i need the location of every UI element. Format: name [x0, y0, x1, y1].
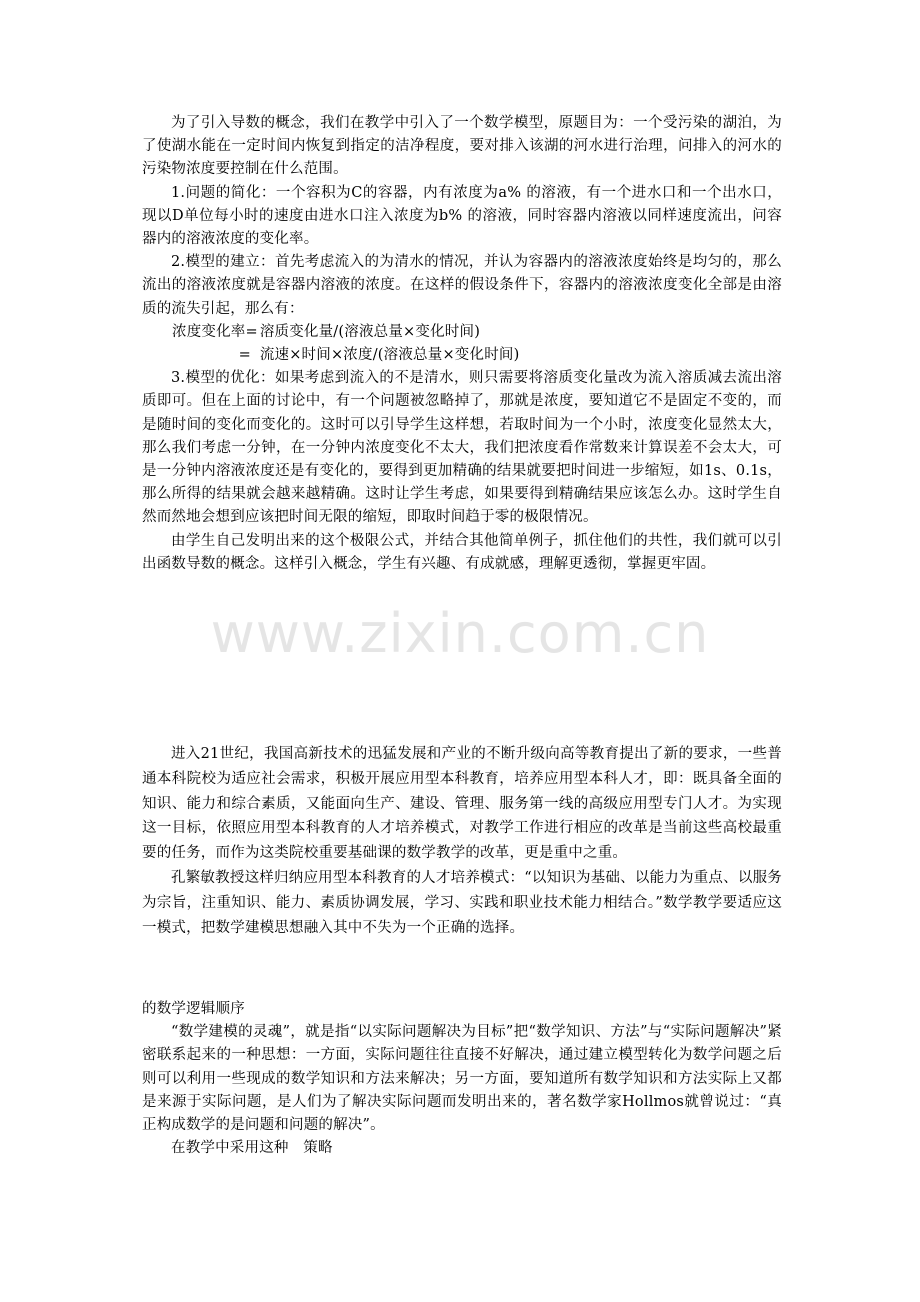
- formula-line-2-lhs: =: [238, 347, 251, 364]
- step1-paragraph: 1.问题的简化：一个容积为C的容器，内有浓度为a% 的溶液，有一个进水口和一个出水口，现以D单位每小时的速度由进水口注入浓度为b% 的溶液，同时容器内溶液以同样速度流出，问容器内的溶液浓度的变化率。: [142, 184, 782, 248]
- formula-line-1-rhs: 溶质变化量/(溶液总量×变化时间): [259, 323, 481, 340]
- step3-paragraph: 3.模型的优化：如果考虑到流入的不是清水，则只需要将溶质变化量改为流入溶质减去流出溶质即可。但在上面的讨论中，有一个问题被忽略掉了，那就是浓度，要知道它不是固定不变的，而是随时间的变化而变化的。这时可以引导学生这样想，若取时间为一个小时，浓度变化显然太大，那么我们考虑一分钟，在一分钟内浓度变化不太大，我们把浓度看作常数来计算误差不会太大，可是一分钟内溶液浓度还是有变化的，要得到更加精确的结果就要把时间进一步缩短，如1s、0.1s，那么所得的结果就会越来越精确。这时让学生考虑，如果要得到精确结果应该怎么办。这时学生自然而然地会想到应该把时间无限的缩短，即取时间趋于零的极限情况。: [142, 370, 782, 526]
- formula-line-2: [142, 344, 782, 367]
- section-heading: 的数学逻辑顺序: [142, 1001, 245, 1017]
- formula-line-1: [142, 321, 782, 344]
- applied-education-paragraph: 进入21世纪，我国高新技术的迅猛发展和产业的不断升级向高等教育提出了新的要求，一些普通本科院校为适应社会需求，积极开展应用型本科教育，培养应用型本科人才，即：既具备全面的知识、能力和综合素质，又能面向生产、建设、管理、服务第一线的高级应用型专门人才。为实现这一目标，依照应用型本科教育的人才培养模式，对教学工作进行相应的改革是当前这些高校最重要的任务，而作为这类院校重要基础课的数学教学的改革，更是重中之重。: [142, 746, 782, 862]
- formula-line-2-rhs: 流速×时间×浓度/(溶液总量×变化时间): [259, 347, 520, 364]
- section-modeling-soul: [142, 998, 782, 1160]
- step2-paragraph: 2.模型的建立：首先考虑流入的为清水的情况，并认为容器内的溶液浓度始终是均匀的，那么流出的溶液浓度就是容器内溶液的浓度。在这样的假设条件下，容器内的溶液浓度变化全部是由溶质的流失引起，那么有：: [142, 254, 782, 317]
- conclusion-paragraph: 由学生自己发明出来的这个极限公式，并结合其他简单例子，抓住他们的共性，我们就可以引出函数导数的概念。这样引入概念，学生有兴趣、有成就感，理解更透彻，掌握更牢固。: [142, 532, 782, 572]
- modeling-soul-paragraph: “数学建模的灵魂”，就是指“以实际问题解决为目标”把“数学知识、方法”与“实际问题解决”紧密联系起来的一种思想：一方面，实际问题往往直接不好解决，通过建立模型转化为数学问题之后则可以利用一些现成的数学知识和方法来解决；另一方面，要知道所有数学知识和方法实际上又都是来源于实际问题，是人们为了解决实际问题而发明出来的，著名数学家Hollmos就曾说过：“真正构成数学的是问题和问题的解决”。: [142, 1024, 782, 1134]
- section-applied-education: [142, 742, 782, 940]
- training-mode-paragraph: 孔繁敏教授这样归纳应用型本科教育的人才培养模式：“以知识为基础、以能力为重点、以服务为宗旨，注重知识、能力、素质协调发展，学习、实践和职业技术能力相结合。”数学教学要适应这一模式，把数学建模思想融入其中不失为一个正确的选择。: [142, 869, 782, 936]
- watermark-text: www.zixin.com.cn: [210, 602, 710, 665]
- intro-paragraph: 为了引入导数的概念，我们在教学中引入了一个数学模型，原题目为：一个受污染的湖泊，为了使湖水能在一定时间内恢复到指定的洁净程度，要对排入该湖的河水进行治理，问排入的河水的污染物浓度要控制在什么范围。: [142, 115, 782, 178]
- section-derivative-model: [142, 112, 782, 576]
- teaching-strategy-paragraph: 在教学中采用这种 策略: [171, 1140, 333, 1157]
- formula-line-1-lhs: 浓度变化率=: [172, 323, 258, 340]
